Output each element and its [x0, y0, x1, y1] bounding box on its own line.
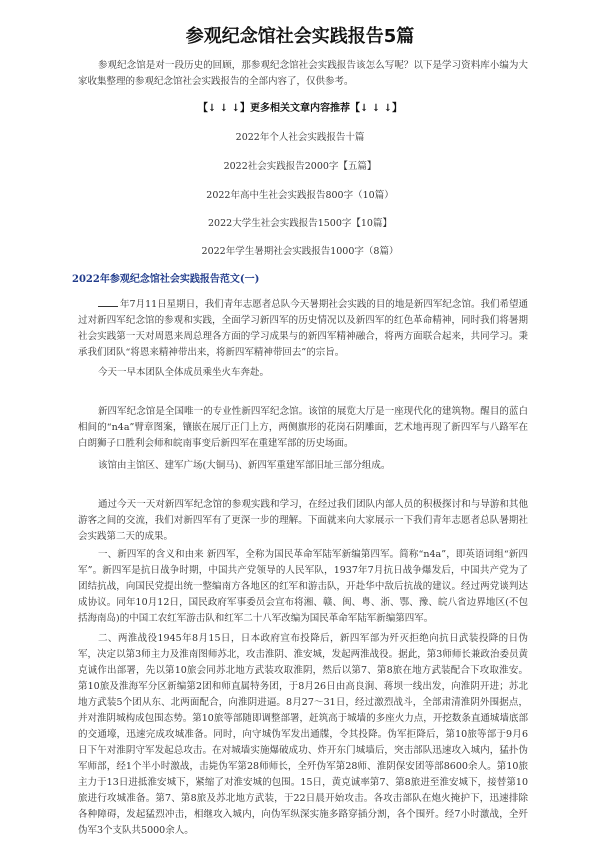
body-paragraph: 一、新四军的含义和由来 新四军，全称为国民革命军陆军新编第四军。简称“n4a”，即英语词组“新四军”。新四军是抗日战争时期，中国共产党领导的人民军队，1937年7月抗日战争爆发后，中国共产党为了团结抗战，向国民党提出统一整编南方各地区的红军和游击队，开赴华中敌后抗战的建议。经过两党谈判达成协议。同年10月12日，国民政府军事委员会宣布将湘、赣、闽、粤、浙、鄂、豫、皖八省边界地区(不包括海南岛)的中国工农红军游击队和红军二十八军改编为国民革命军陆军新编第四军。 — [78, 549, 528, 624]
related-link-5[interactable]: 2022年学生暑期社会实践报告1000字（8篇） — [201, 246, 399, 257]
body-paragraph — [78, 297, 528, 361]
intro-paragraph: 参观纪念馆是对一段历史的回顾，那参观纪念馆社会实践报告该怎么写呢？以下是学习资料库小编为大家收集整理的参观纪念馆社会实践报告的全部内容了，仅供参考。 — [78, 60, 528, 87]
body-paragraph: 该馆由主馆区、建军广场(大铜马)、新四军重建军部旧址三部分组成。 — [98, 460, 391, 471]
related-link-3[interactable]: 2022年高中生社会实践报告800字（10篇） — [206, 190, 394, 201]
body-paragraph: 新四军纪念馆是全国唯一的专业性新四军纪念馆。该馆的展览大厅是一座现代化的建筑物。醒目的蓝白相间的“n4a”臂章图案，镶嵌在展厅正门上方，两侧旗形的花岗石阴雕面，艺术地再现了新四军与八路军在白朗狮子口胜利会师和皖南事变后新四军在重建军部的历史场面。 — [78, 406, 528, 449]
body-paragraph: 今天一早本团队全体成员乘坐火车奔赴。 — [98, 367, 270, 378]
related-link-2[interactable]: 2022社会实践报告2000字【五篇】 — [223, 161, 377, 172]
related-link-4[interactable]: 2022大学生社会实践报告1500字【10篇】 — [208, 218, 392, 229]
page-title: 参观纪念馆社会实践报告5篇 — [185, 26, 415, 47]
body-paragraph-text: 年7月11日星期日，我们青年志愿者总队今天暑期社会实践的目的地是新四军纪念馆。我们希望通过对新四军纪念馆的参观和实践，全面学习新四军的历史情况以及新四军的红色革命精神，同时我们将暑期社会实践第一天对周恩来周总理各方面的学习成果与的新四军精神融合，将两方面联合起来，共同学习。秉承我们团队“将恩来精神带出来，将新四军精神带回去”的宗旨。 — [78, 299, 528, 358]
recommend-header: 【↓ ↓ ↓】更多相关文章内容推荐【↓ ↓ ↓】 — [197, 103, 403, 114]
body-paragraph: 二、两淮战役1945年8月15日，日本政府宣布投降后，新四军部为歼灭拒绝向抗日武装投降的日伪军，决定以第3师主力及淮南图师苏北，攻击淮阴、淮安城，发起两淮战役。据此，第3师师长兼政治委员黄克诚作出部署，先以第10旅会同苏北地方武装攻取淮阴，然后以第7、第8旅在地方武装配合下攻取淮安。第10旅及淮海军分区新编第2团和师直属特务团，于8月26日由高良涧、蒋坝一线出发，向淮阴开进；苏北地方武装5个团从东、北两面配合，向淮阴进逼。8月27～31日，经过激烈战斗，全部肃清淮阴外围据点，并对淮阴城构成包围态势。第10旅等部随即调整部署，赶筑高于城墙的多座火力点，开挖数条直通城墙底部的交通壕，迅速完成攻城准备。同时，向守城伪军发出通牒，令其投降。伪军拒降后，第10旅等部于9月6日下午对淮阴守军发起总攻击。在对城墙实施爆破成功、炸开东门城墙后，突击部队迅速攻入城内，猛扑伪军师部，经1个半小时激战，击毙伪军第28师师长，全歼伪军第28师、淮阴保安团等部8600余人。第10旅主力于13日进抵淮安城下，紧缩了对淮安城的包围。15日，黄克诚率第7、第8旅进至淮安城下，接替第10旅进行攻城准备。第7、第8旅及苏北地方武装，于22日晨开始攻击。各攻击部队在炮火掩护下，迅速排除各种障碍，发起猛烈冲击，相继攻入城内，向伪军纵深实施多路穿插分割，各个围歼。经7小时激战，全歼伪军3个支队共5000余人。 — [78, 633, 528, 836]
related-link-1[interactable]: 2022年个人社会实践报告十篇 — [235, 132, 365, 143]
body-paragraph: 通过今天一天对新四军纪念馆的参观实践和学习，在经过我们团队内部人员的积极探讨和与导游和其他游客之间的交流，我们对新四军有了更深一步的理解。下面就来向大家展示一下我们青年志愿者总队暑期社会实践第二天的成果。 — [78, 499, 528, 542]
section-heading: 2022年参观纪念馆社会实践报告范文(一) — [72, 274, 260, 285]
blank-underline — [98, 297, 118, 307]
